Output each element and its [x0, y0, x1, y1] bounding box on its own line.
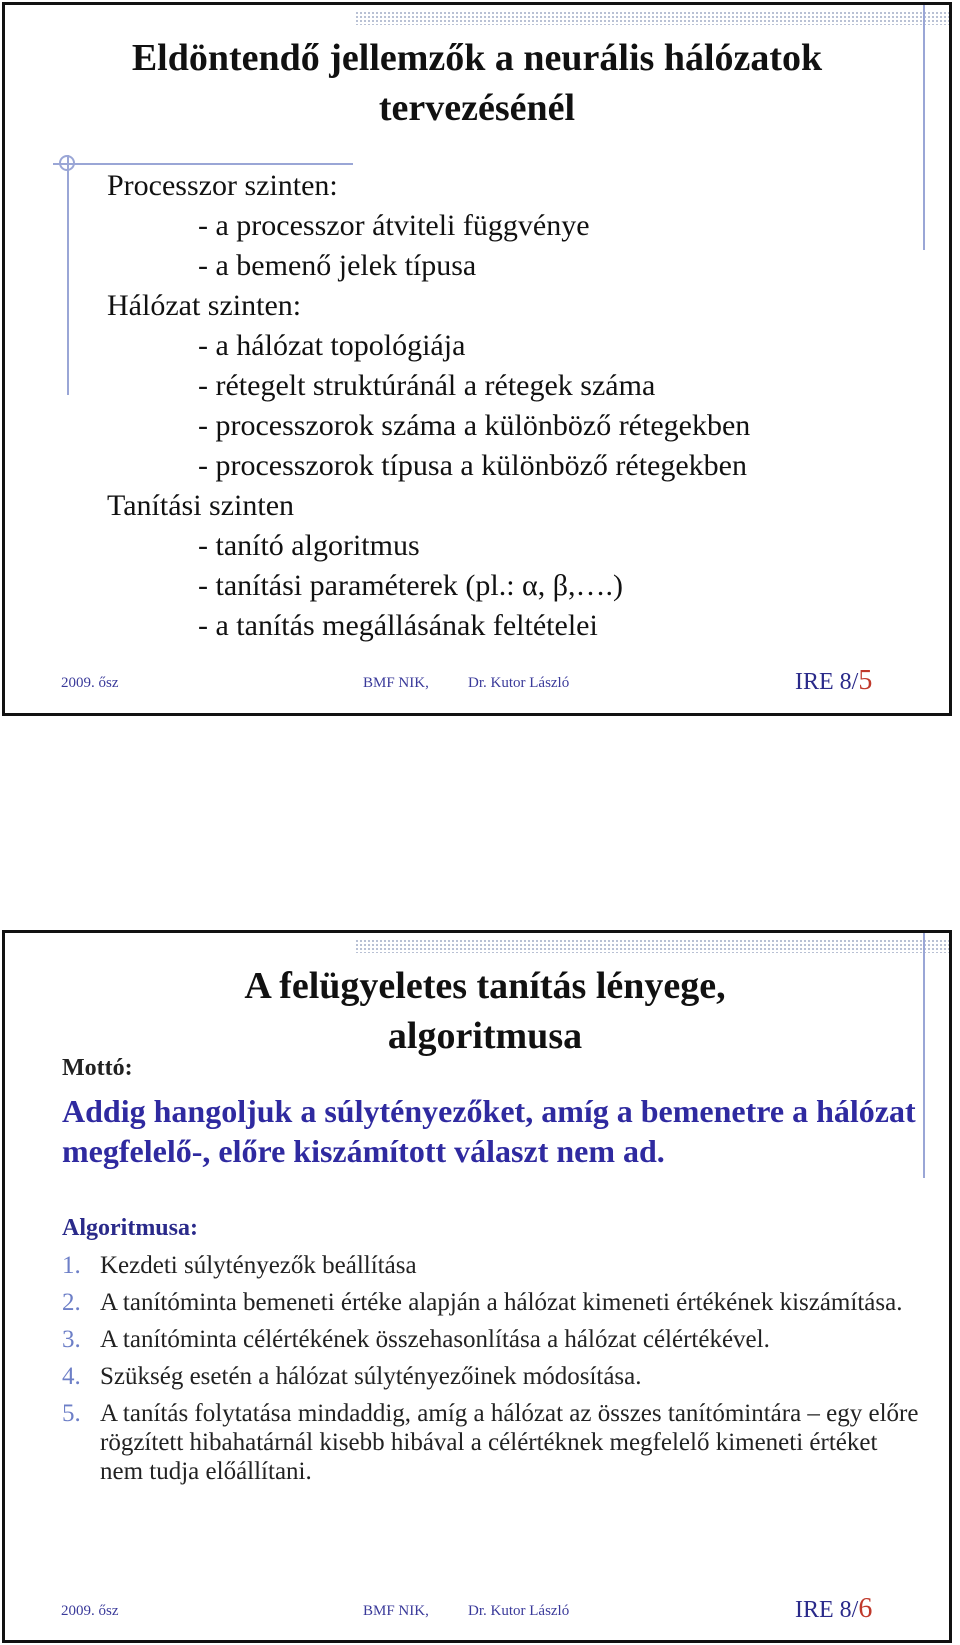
footer-author: Dr. Kutor László	[468, 675, 570, 691]
step-item	[62, 1325, 922, 1354]
slide-2	[2, 930, 952, 1643]
footer-author: Dr. Kutor László	[468, 1603, 570, 1619]
step-item	[62, 1251, 922, 1280]
footer-page-number	[795, 665, 872, 697]
text-line: - tanítási paraméterek (pl.: α, β,….)	[198, 569, 623, 602]
step-text: A tanítóminta célértékének összehasonlítása a hálózat célértékével.	[100, 1326, 770, 1353]
footer-page: 5	[858, 665, 873, 696]
motto-label: Mottó:	[62, 1055, 133, 1081]
text-line: - a hálózat topológiája	[198, 329, 466, 362]
text-line: - rétegelt struktúránál a rétegek száma	[198, 369, 656, 402]
footer-course: IRE 8/	[795, 669, 859, 695]
step-item	[62, 1399, 922, 1486]
footer-course: IRE 8/	[795, 1597, 859, 1623]
decorative-vertical-line	[923, 5, 925, 250]
algorithm-label: Algoritmusa:	[62, 1215, 198, 1241]
step-item	[62, 1288, 922, 1317]
step-number: 3.	[62, 1326, 81, 1353]
decorative-band	[355, 939, 949, 953]
step-text: A tanítóminta bemeneti értéke alapján a hálózat kimeneti értékének kiszámítása.	[100, 1289, 903, 1316]
step-text: Szükség esetén a hálózat súlytényezőinek módosítása.	[100, 1363, 642, 1390]
text-line: - a tanítás megállásának feltételei	[198, 609, 598, 642]
decorative-vertical-line	[923, 933, 925, 1178]
step-text: A tanítás folytatása mindaddig, amíg a hálózat az összes tanítómintára – egy előre rögzített hibahatárnál kisebb hibával a célértéknek megfelelő kimeneti értéket nem tudja előállítani.	[100, 1400, 919, 1485]
decorative-band	[355, 11, 949, 25]
step-number: 5.	[62, 1400, 81, 1427]
footer-date: 2009. ősz	[61, 1603, 119, 1619]
footer-page: 6	[858, 1593, 873, 1624]
footer-date: 2009. ősz	[61, 675, 119, 691]
text-line: - tanító algoritmus	[198, 529, 420, 562]
text-line: - processzorok száma a különböző rétegekben	[198, 409, 751, 442]
algorithm-steps	[62, 1251, 922, 1494]
slide-1	[2, 2, 952, 716]
step-item	[62, 1362, 922, 1391]
step-number: 4.	[62, 1363, 81, 1390]
footer-page-number	[795, 1593, 872, 1625]
slide-title: Eldöntendő jellemzők a neurális hálózatok tervezésénél	[131, 37, 823, 129]
decorative-circle	[59, 155, 75, 171]
footer-institution: BMF NIK,	[363, 675, 429, 691]
slide-title: A felügyeletes tanítás lényege, algoritmusa	[244, 965, 726, 1057]
text-line: - a bemenő jelek típusa	[198, 249, 477, 282]
step-number: 1.	[62, 1252, 81, 1279]
decorative-horizontal-line	[53, 163, 353, 165]
decorative-vertical-line-left	[67, 155, 69, 395]
footer-institution: BMF NIK,	[363, 1603, 429, 1619]
step-number: 2.	[62, 1289, 81, 1316]
text-line: Tanítási szinten	[107, 489, 295, 522]
text-line: Hálózat szinten:	[107, 289, 302, 322]
text-line: Processzor szinten:	[107, 169, 338, 202]
text-line: - a processzor átviteli függvénye	[198, 209, 590, 242]
step-text: Kezdeti súlytényezők beállítása	[100, 1252, 417, 1279]
text-line: - processzorok típusa a különböző rétegekben	[198, 449, 747, 482]
motto-text: Addig hangoljuk a súlytényezőket, amíg a bemenetre a hálózat megfelelő-, előre kiszámított választ nem ad.	[62, 1093, 916, 1169]
